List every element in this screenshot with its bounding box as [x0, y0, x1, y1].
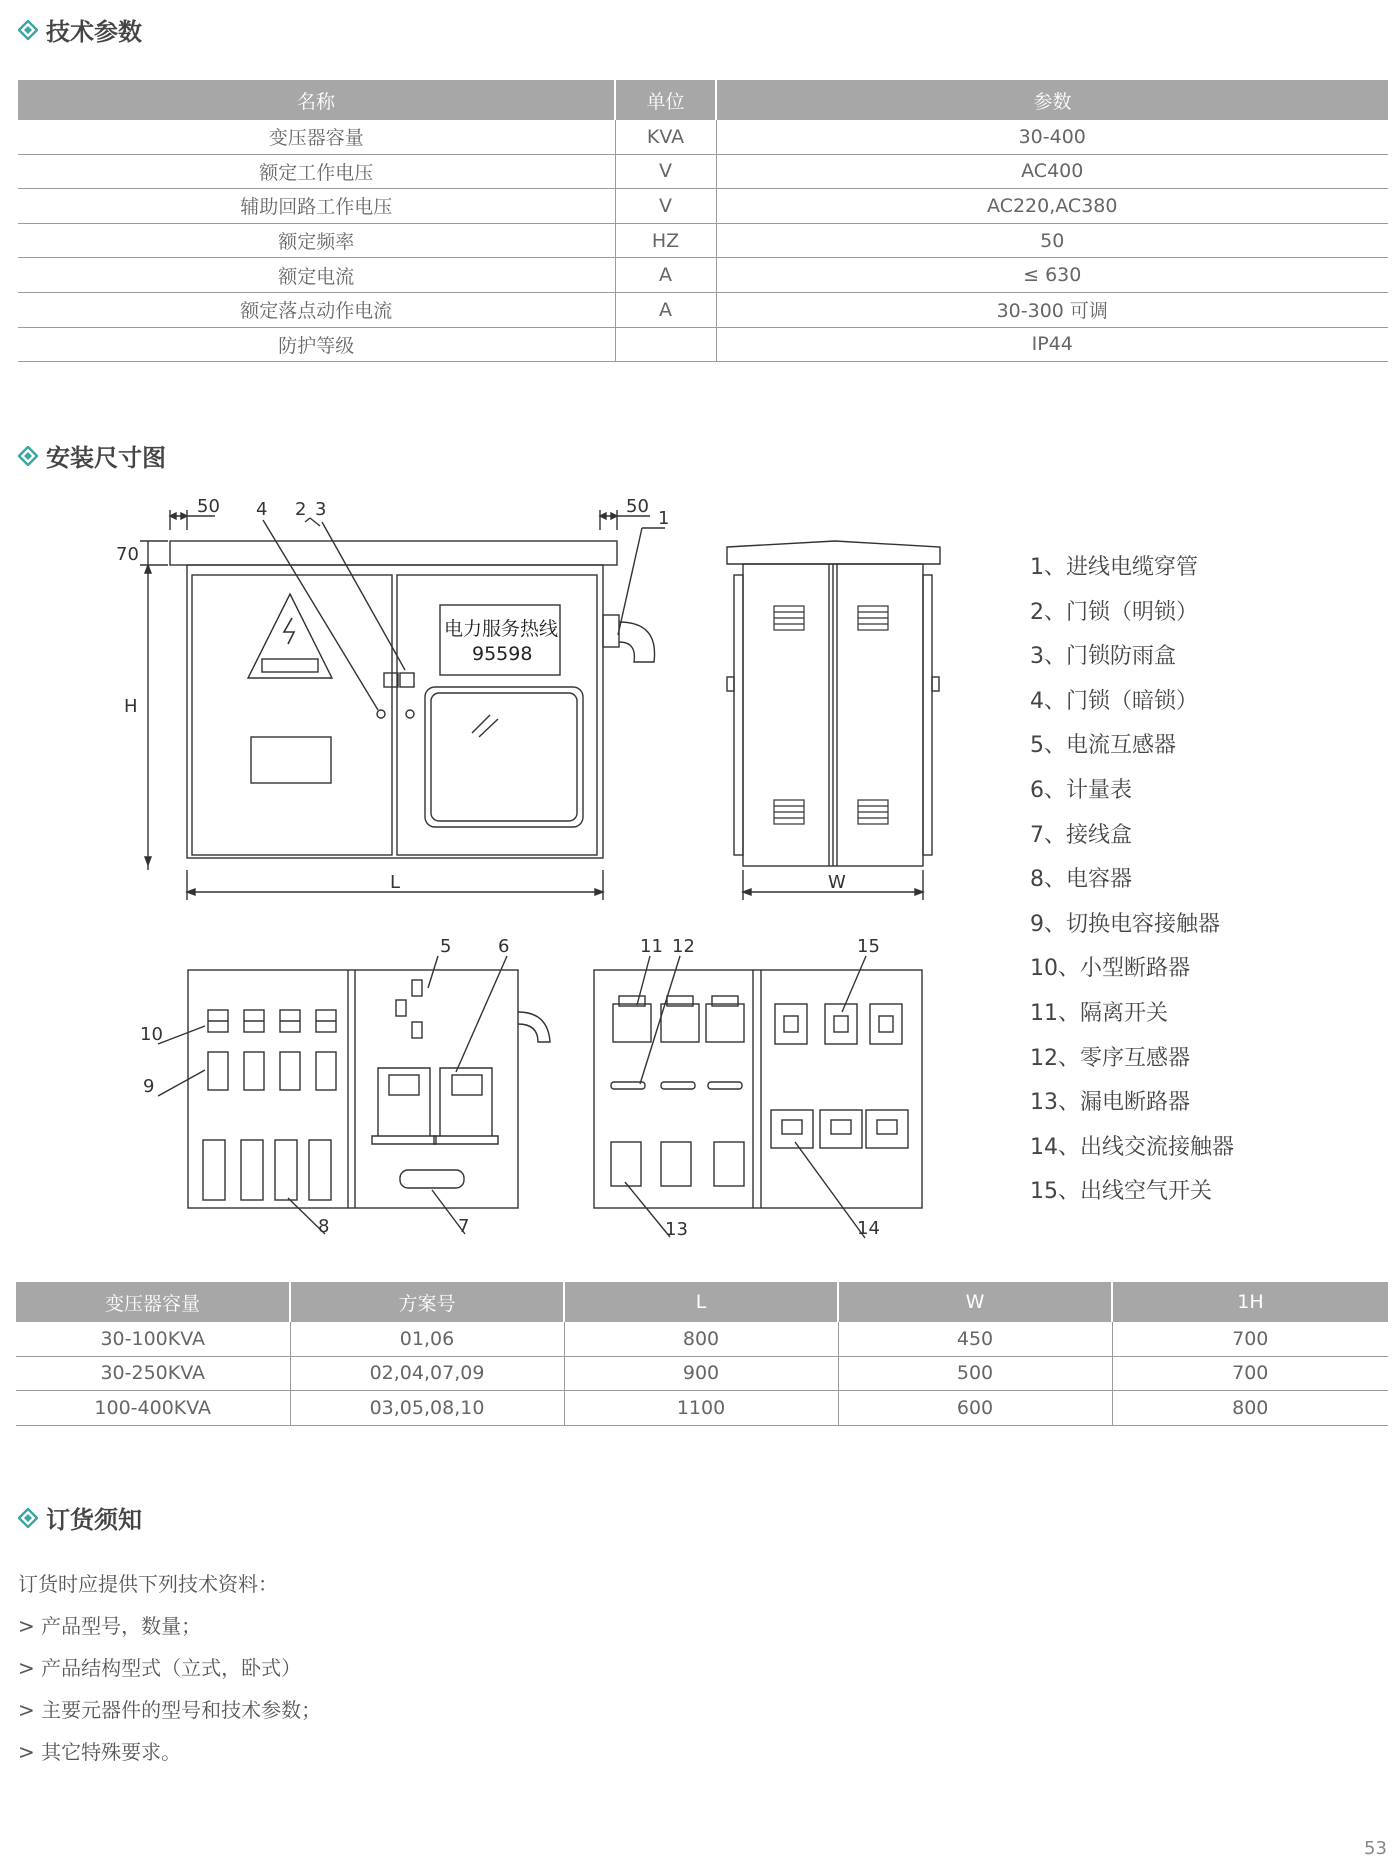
table-cell: 700	[1112, 1322, 1388, 1356]
section-title-text: 安装尺寸图	[46, 444, 166, 472]
table-cell: 600	[838, 1391, 1112, 1426]
section-title-order-notes	[18, 1500, 142, 1535]
table-cell: 变压器容量	[18, 120, 615, 154]
table-cell: 100-400KVA	[16, 1391, 290, 1426]
table-cell: 额定电流	[18, 258, 615, 293]
dim-H: H	[124, 696, 138, 717]
table-row	[18, 120, 1388, 154]
header-cell: 单位	[615, 80, 716, 120]
section-title-install-dims	[18, 438, 166, 473]
header-cell: 1H	[1112, 1282, 1388, 1322]
sign-line1: 电力服务热线	[444, 618, 559, 640]
table-cell: 700	[1112, 1356, 1388, 1391]
order-item: > 主要元器件的型号和技术参数；	[18, 1698, 322, 1722]
callout-6: 6	[498, 936, 510, 957]
table-cell: AC220,AC380	[716, 189, 1388, 224]
table-cell: 800	[564, 1322, 838, 1356]
callout-9: 9	[143, 1076, 155, 1097]
legend-item: 14、出线交流接触器	[1030, 1134, 1234, 1160]
dim-W: W	[828, 872, 846, 893]
callout-11: 11	[640, 936, 663, 957]
diamond-icon	[18, 446, 38, 466]
section-title-text: 技术参数	[46, 18, 142, 46]
table-row	[18, 223, 1388, 258]
table-cell: 额定频率	[18, 223, 615, 258]
dim-50-left: 50	[197, 496, 220, 517]
table-cell: 01,06	[290, 1322, 564, 1356]
table-row	[16, 1391, 1388, 1426]
table-cell: 辅助回路工作电压	[18, 189, 615, 224]
table-row	[18, 292, 1388, 327]
table-cell: AC400	[716, 154, 1388, 189]
table-cell: 30-100KVA	[16, 1322, 290, 1356]
params-table	[18, 80, 1388, 362]
section-title-tech-params	[18, 12, 142, 47]
table-header-row	[16, 1282, 1388, 1322]
order-item: > 产品型号，数量；	[18, 1614, 202, 1638]
table-cell: 50	[716, 223, 1388, 258]
table-cell: IP44	[716, 327, 1388, 362]
callout-12: 12	[672, 936, 695, 957]
callout-2: 2	[295, 499, 307, 520]
table-cell	[615, 327, 716, 362]
legend-item: 9、切换电容接触器	[1030, 911, 1220, 937]
legend-item: 4、门锁（暗锁）	[1030, 688, 1198, 714]
table-cell: 1100	[564, 1391, 838, 1426]
header-cell: 名称	[18, 80, 615, 120]
order-intro: 订货时应提供下列技术资料：	[18, 1572, 278, 1596]
table-cell: 防护等级	[18, 327, 615, 362]
legend-item: 7、接线盒	[1030, 822, 1132, 848]
table-cell: 30-300 可调	[716, 292, 1388, 327]
legend-item: 8、电容器	[1030, 867, 1132, 893]
dimensions-table	[16, 1282, 1388, 1426]
callout-3: 3	[315, 499, 327, 520]
legend-item: 5、电流互感器	[1030, 733, 1176, 759]
table-row	[16, 1356, 1388, 1391]
legend-item: 3、门锁防雨盒	[1030, 644, 1176, 670]
table-cell: 500	[838, 1356, 1112, 1391]
internal-view-right	[594, 936, 922, 1240]
legend-item: 10、小型断路器	[1030, 956, 1190, 982]
table-cell: 30-400	[716, 120, 1388, 154]
dim-L: L	[390, 872, 401, 893]
table-cell: ≤ 630	[716, 258, 1388, 293]
callout-5: 5	[440, 936, 452, 957]
side-view	[727, 541, 940, 900]
page-number: 53	[1364, 1838, 1387, 1859]
legend-item: 15、出线空气开关	[1030, 1179, 1212, 1205]
callout-14: 14	[857, 1218, 880, 1239]
dim-50-right: 50	[626, 496, 649, 517]
callout-15: 15	[857, 936, 880, 957]
order-item: > 其它特殊要求。	[18, 1740, 182, 1764]
header-cell: L	[564, 1282, 838, 1322]
table-header-row	[18, 80, 1388, 120]
table-cell: 03,05,08,10	[290, 1391, 564, 1426]
legend-item: 2、门锁（明锁）	[1030, 599, 1198, 625]
section-title-text: 订货须知	[46, 1506, 142, 1534]
legend-item: 1、进线电缆穿管	[1030, 555, 1198, 580]
table-row	[18, 258, 1388, 293]
callout-10: 10	[140, 1024, 163, 1045]
table-cell: A	[615, 258, 716, 293]
table-cell: 900	[564, 1356, 838, 1391]
table-cell: 450	[838, 1322, 1112, 1356]
header-cell: W	[838, 1282, 1112, 1322]
table-cell: 02,04,07,09	[290, 1356, 564, 1391]
table-row	[18, 327, 1388, 362]
sign-line2: 95598	[472, 643, 533, 665]
table-row	[16, 1322, 1388, 1356]
header-cell: 变压器容量	[16, 1282, 290, 1322]
header-cell: 参数	[716, 80, 1388, 120]
order-item: > 产品结构型式（立式，卧式）	[18, 1656, 302, 1680]
callout-7: 7	[458, 1216, 470, 1237]
legend-item: 13、漏电断路器	[1030, 1090, 1190, 1116]
legend-item: 12、零序互感器	[1030, 1045, 1190, 1071]
diamond-icon	[18, 20, 38, 40]
callout-8: 8	[318, 1216, 330, 1237]
dim-70: 70	[116, 544, 139, 565]
parts-legend	[1030, 552, 1234, 1221]
table-cell: 额定工作电压	[18, 154, 615, 189]
table-cell: V	[615, 189, 716, 224]
table-row	[18, 189, 1388, 224]
header-cell: 方案号	[290, 1282, 564, 1322]
table-cell: 额定落点动作电流	[18, 292, 615, 327]
table-cell: A	[615, 292, 716, 327]
callout-4: 4	[256, 499, 268, 520]
legend-item: 6、计量表	[1030, 777, 1132, 803]
table-cell: 30-250KVA	[16, 1356, 290, 1391]
callout-1: 1	[658, 508, 670, 529]
table-cell: V	[615, 154, 716, 189]
table-cell: 800	[1112, 1391, 1388, 1426]
front-view	[116, 496, 669, 900]
legend-item: 11、隔离开关	[1030, 1000, 1168, 1026]
callout-13: 13	[665, 1219, 688, 1240]
diamond-icon	[18, 1508, 38, 1528]
table-row	[18, 154, 1388, 189]
table-cell: HZ	[615, 223, 716, 258]
table-cell: KVA	[615, 120, 716, 154]
internal-view-left	[140, 936, 550, 1237]
